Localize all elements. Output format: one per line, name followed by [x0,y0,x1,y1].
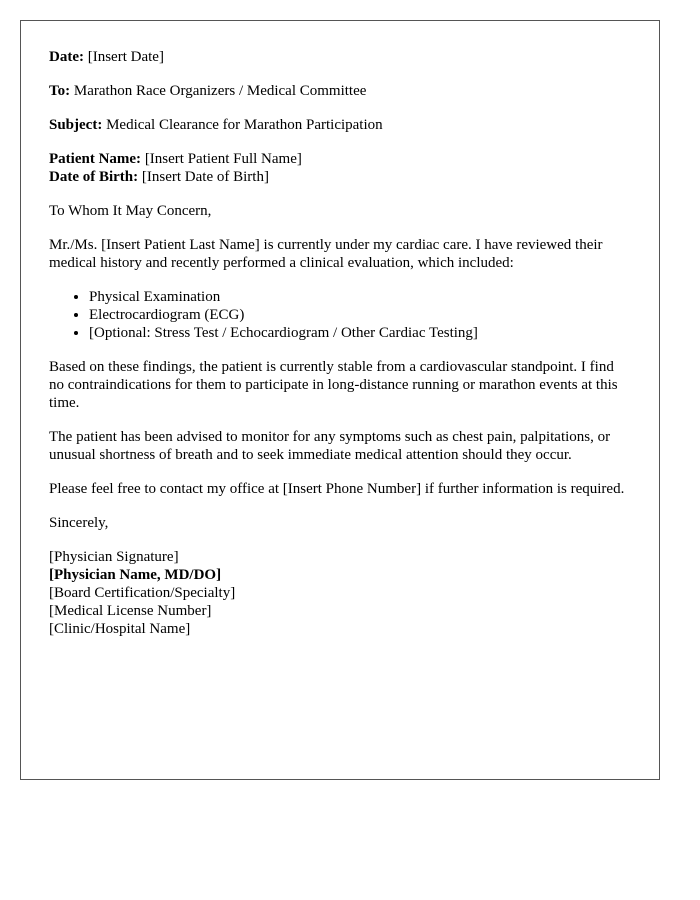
patient-info [49,150,631,186]
patient-name-value: [Insert Patient Full Name] [144,151,302,167]
date-value: [Insert Date] [87,49,164,65]
list-item: • [Optional: Stress Test / Echocardiogram / Other Cardiac Testing] [89,324,631,342]
list-item: • Electrocardiogram (ECG) [89,306,631,324]
to-line [49,82,631,100]
subject-line [49,116,631,134]
patient-name-line [49,150,631,168]
to-value: Marathon Race Organizers / Medical Committee [73,83,367,99]
subject-value: Medical Clearance for Marathon Participation [106,117,383,133]
evaluation-list [49,288,631,342]
findings-paragraph: Based on these findings, the patient is currently stable from a cardiovascular standpoint. I find no contraindications for them to participate in long-distance running or marathon events at this time. [49,359,618,411]
subject-label: Subject: [49,117,103,133]
list-item: • Physical Examination [89,288,631,306]
salutation: To Whom It May Concern, [49,203,212,219]
advice-paragraph: The patient has been advised to monitor for any symptoms such as chest pain, palpitations, or unusual shortness of breath and to seek immediate medical attention should they occur. [49,429,611,463]
intro-paragraph: Mr./Ms. [Insert Patient Last Name] is currently under my cardiac care. I have reviewed their medical history and recently performed a clinical evaluation, which included: [49,237,603,271]
patient-name-label: Patient Name: [49,151,142,167]
license-line: [Medical License Number] [49,603,212,619]
contact-paragraph: Please feel free to contact my office at [Insert Phone Number] if further information is required. [49,481,625,497]
clinic-line: [Clinic/Hospital Name] [49,621,191,637]
physician-name: [Physician Name, MD/DO] [49,567,222,583]
patient-dob-line [49,168,631,186]
date-line [49,48,631,66]
to-label: To: [49,83,71,99]
patient-dob-label: Date of Birth: [49,169,139,185]
date-label: Date: [49,49,84,65]
valediction: Sincerely, [49,515,109,531]
certification-line: [Board Certification/Specialty] [49,585,236,601]
signature-line: [Physician Signature] [49,549,179,565]
patient-dob-value: [Insert Date of Birth] [141,169,269,185]
signature-block [49,548,631,638]
letter-page [20,20,660,780]
